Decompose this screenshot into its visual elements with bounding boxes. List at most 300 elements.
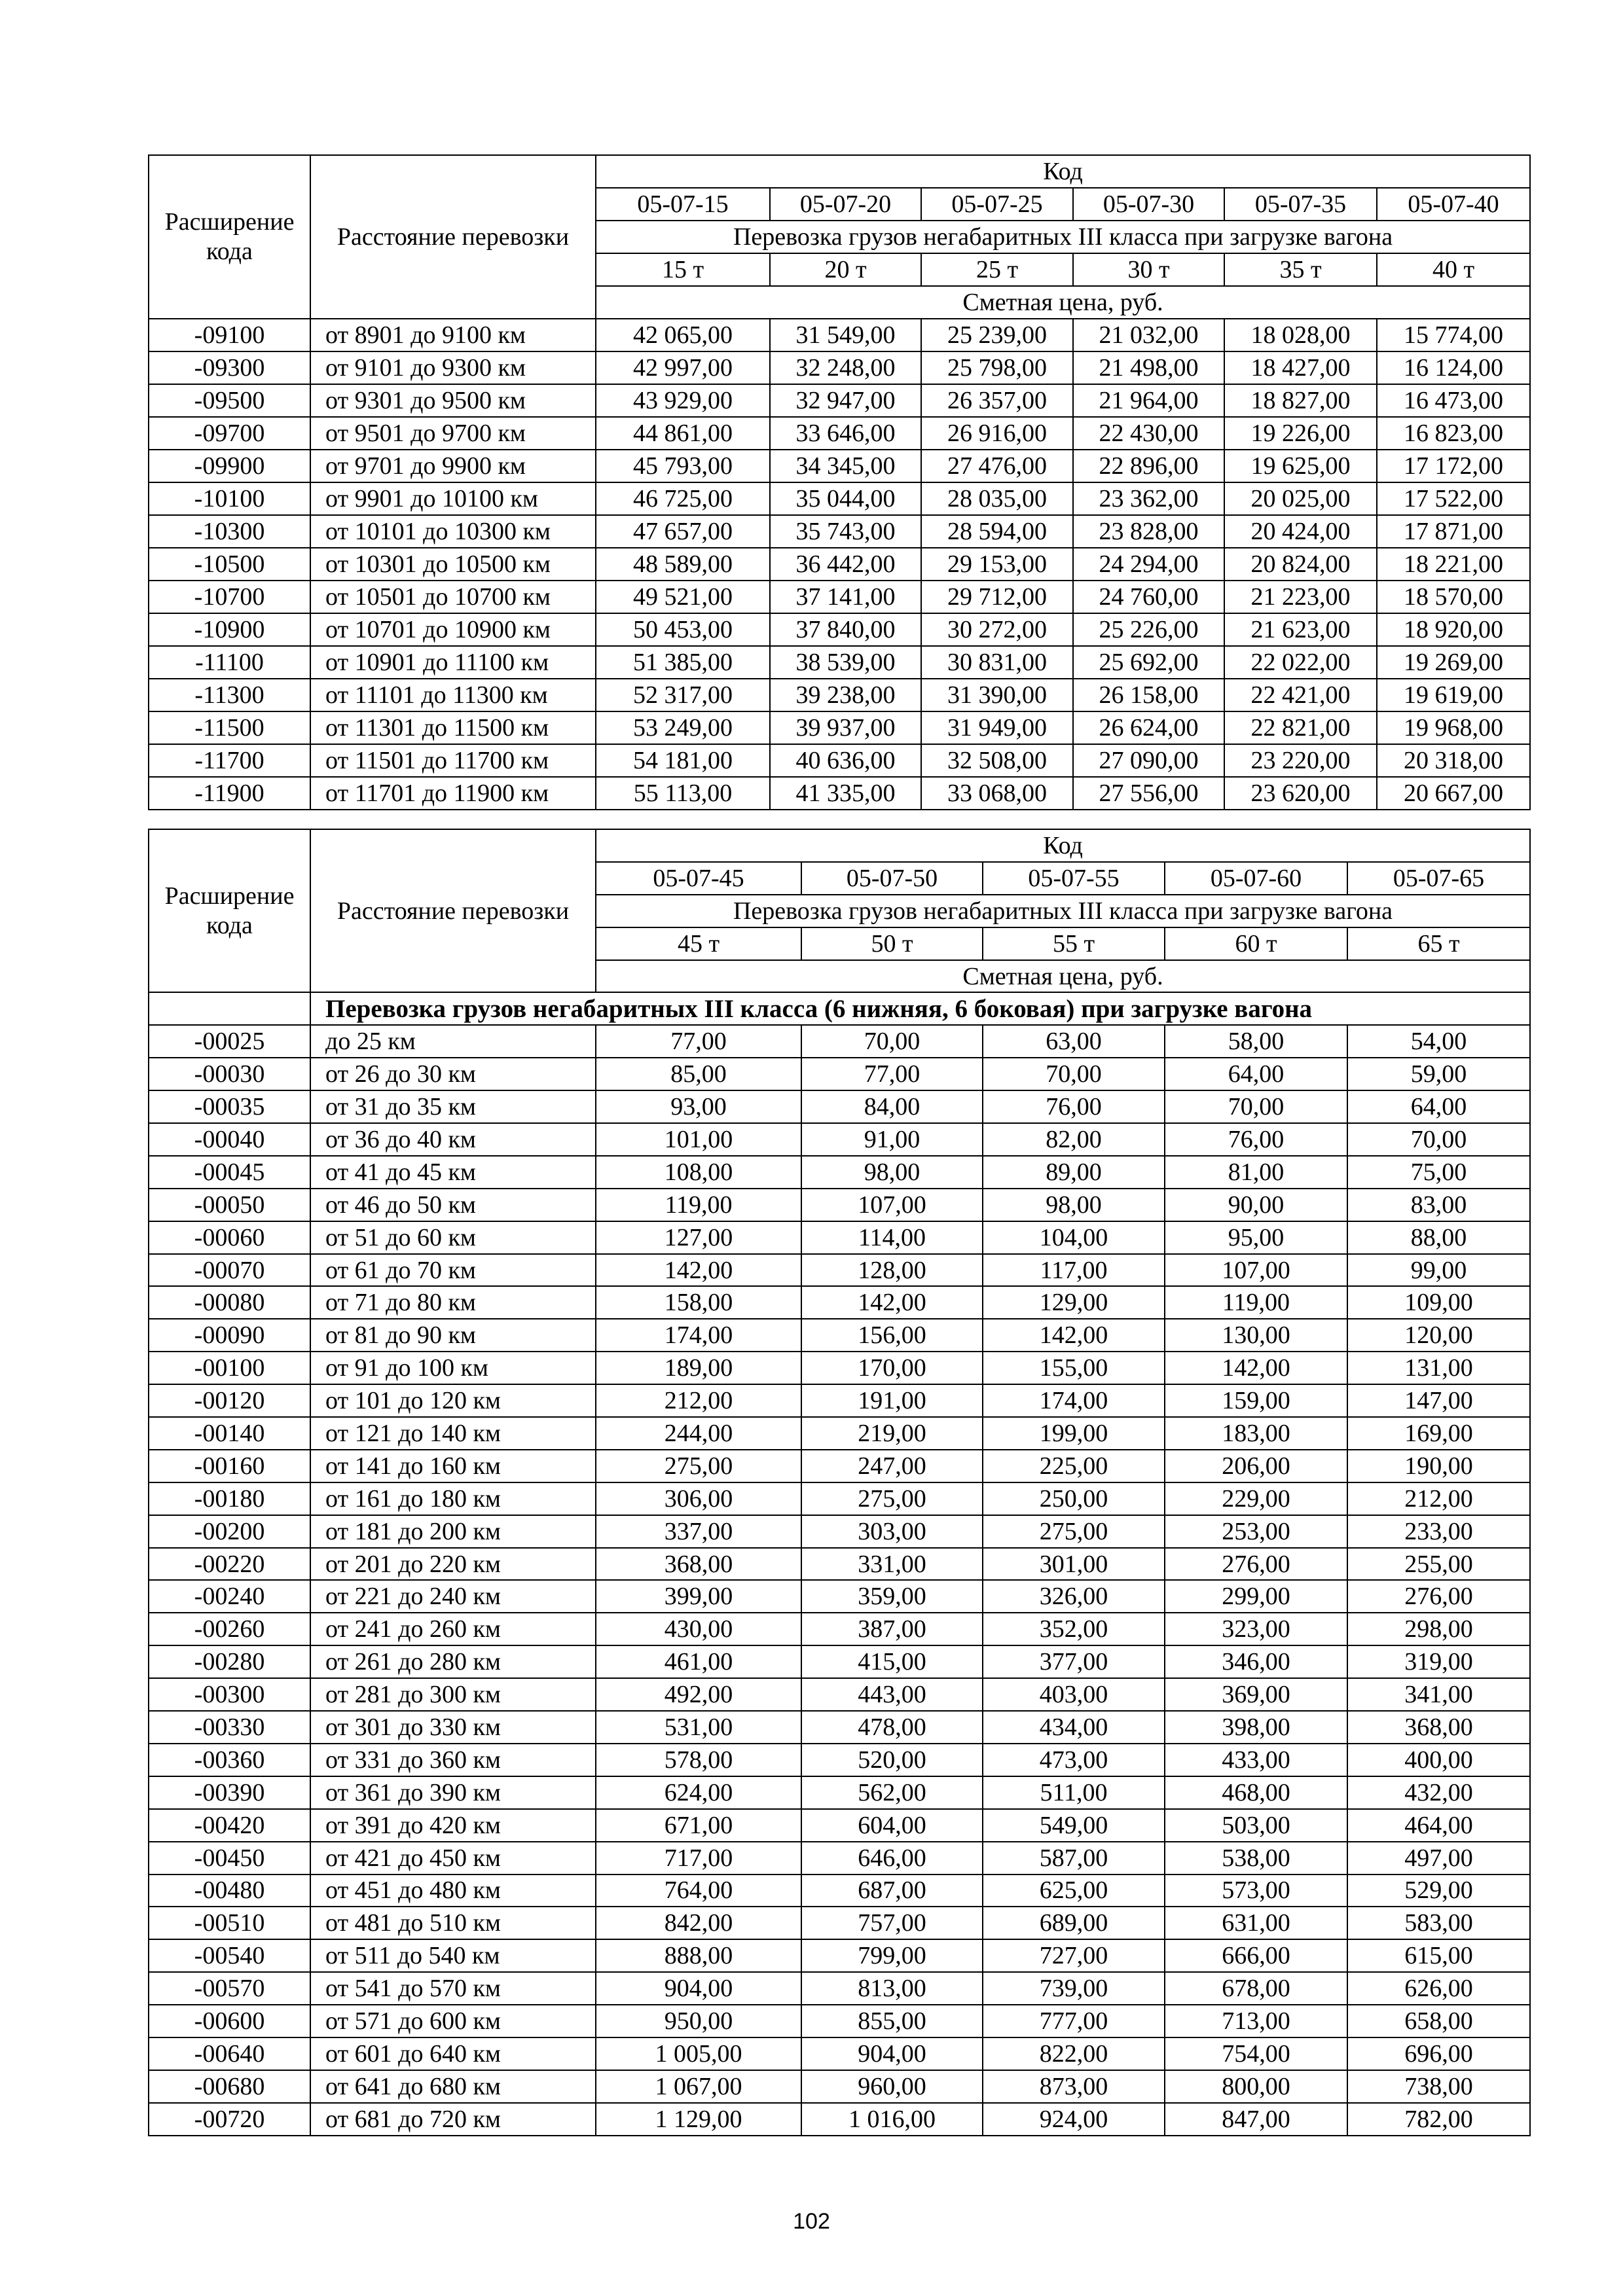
price-cell: 738,00	[1347, 2070, 1530, 2103]
code-extension-cell: -10700	[149, 581, 310, 613]
price-cell: 158,00	[596, 1286, 801, 1319]
code-extension-cell: -00720	[149, 2103, 310, 2136]
price-cell: 531,00	[596, 1711, 801, 1744]
header-code: Код	[596, 155, 1530, 188]
distance-cell: от 71 до 80 км	[310, 1286, 596, 1319]
distance-cell: от 641 до 680 км	[310, 2070, 596, 2103]
price-cell: 326,00	[983, 1580, 1165, 1613]
code-extension-cell: -00360	[149, 1744, 310, 1776]
table-row	[149, 679, 1530, 711]
price-cell: 212,00	[596, 1384, 801, 1417]
price-cell: 20 667,00	[1377, 777, 1530, 810]
price-cell: 142,00	[801, 1286, 983, 1319]
table-row	[149, 646, 1530, 679]
code-extension-cell: -11300	[149, 679, 310, 711]
price-cell: 478,00	[801, 1711, 983, 1744]
price-cell: 24 294,00	[1073, 548, 1224, 581]
header-code: Код	[596, 829, 1530, 862]
code-extension-cell: -00080	[149, 1286, 310, 1319]
header-code-value-4: 05-07-60	[1165, 862, 1347, 895]
price-cell: 799,00	[801, 1939, 983, 1972]
code-extension-cell: -00540	[149, 1939, 310, 1972]
price-cell: 169,00	[1347, 1417, 1530, 1450]
price-cell: 696,00	[1347, 2037, 1530, 2070]
header-weight-3: 55 т	[983, 927, 1165, 960]
table-row	[149, 1286, 1530, 1319]
price-cell: 55 113,00	[596, 777, 770, 810]
table-row	[149, 1319, 1530, 1352]
price-cell: 23 620,00	[1224, 777, 1377, 810]
price-cell: 31 949,00	[921, 711, 1073, 744]
price-cell: 689,00	[983, 1907, 1165, 1939]
price-cell: 46 725,00	[596, 482, 770, 515]
price-cell: 22 896,00	[1073, 450, 1224, 482]
price-cell: 17 522,00	[1377, 482, 1530, 515]
price-cell: 44 861,00	[596, 417, 770, 450]
price-cell: 276,00	[1347, 1580, 1530, 1613]
code-extension-cell: -00060	[149, 1221, 310, 1254]
price-cell: 107,00	[801, 1189, 983, 1221]
header-code-value-2: 05-07-50	[801, 862, 983, 895]
price-cell: 219,00	[801, 1417, 983, 1450]
price-cell: 19 226,00	[1224, 417, 1377, 450]
price-cell: 34 345,00	[770, 450, 921, 482]
table-row	[149, 1907, 1530, 1939]
code-extension-cell: -00070	[149, 1254, 310, 1287]
price-cell: 20 318,00	[1377, 744, 1530, 777]
price-cell: 101,00	[596, 1123, 801, 1156]
price-cell: 253,00	[1165, 1515, 1347, 1548]
header-code-value-4: 05-07-30	[1073, 188, 1224, 221]
price-cell: 119,00	[596, 1189, 801, 1221]
price-cell: 631,00	[1165, 1907, 1347, 1939]
price-cell: 30 831,00	[921, 646, 1073, 679]
code-extension-cell: -00300	[149, 1678, 310, 1711]
price-cell: 85,00	[596, 1058, 801, 1090]
price-cell: 960,00	[801, 2070, 983, 2103]
table-row	[149, 1221, 1530, 1254]
distance-cell: от 241 до 260 км	[310, 1613, 596, 1645]
distance-cell: от 681 до 720 км	[310, 2103, 596, 2136]
distance-cell: от 11501 до 11700 км	[310, 744, 596, 777]
price-cell: 26 357,00	[921, 384, 1073, 417]
table-row	[149, 711, 1530, 744]
price-cell: 98,00	[801, 1156, 983, 1189]
price-cell: 20 424,00	[1224, 515, 1377, 548]
code-extension-cell: -09300	[149, 351, 310, 384]
price-cell: 75,00	[1347, 1156, 1530, 1189]
price-cell: 88,00	[1347, 1221, 1530, 1254]
price-cell: 70,00	[983, 1058, 1165, 1090]
price-cell: 38 539,00	[770, 646, 921, 679]
section-title-spacer	[149, 992, 310, 1025]
price-cell: 43 929,00	[596, 384, 770, 417]
price-cell: 20 824,00	[1224, 548, 1377, 581]
price-cell: 22 821,00	[1224, 711, 1377, 744]
price-cell: 888,00	[596, 1939, 801, 1972]
header-code-value-3: 05-07-55	[983, 862, 1165, 895]
price-cell: 90,00	[1165, 1189, 1347, 1221]
distance-cell: от 10901 до 11100 км	[310, 646, 596, 679]
price-cell: 17 871,00	[1377, 515, 1530, 548]
price-cell: 20 025,00	[1224, 482, 1377, 515]
price-cell: 21 623,00	[1224, 613, 1377, 646]
code-extension-cell: -00035	[149, 1090, 310, 1123]
price-cell: 298,00	[1347, 1613, 1530, 1645]
price-cell: 22 421,00	[1224, 679, 1377, 711]
price-cell: 346,00	[1165, 1645, 1347, 1678]
price-cell: 244,00	[596, 1417, 801, 1450]
price-cell: 492,00	[596, 1678, 801, 1711]
price-cell: 21 223,00	[1224, 581, 1377, 613]
distance-cell: от 61 до 70 км	[310, 1254, 596, 1287]
price-cell: 924,00	[983, 2103, 1165, 2136]
code-extension-cell: -00640	[149, 2037, 310, 2070]
price-cell: 54 181,00	[596, 744, 770, 777]
header-weight-4: 60 т	[1165, 927, 1347, 960]
table-row	[149, 1645, 1530, 1678]
price-cell: 18 028,00	[1224, 319, 1377, 351]
distance-cell: от 601 до 640 км	[310, 2037, 596, 2070]
price-cell: 82,00	[983, 1123, 1165, 1156]
price-cell: 119,00	[1165, 1286, 1347, 1319]
price-cell: 41 335,00	[770, 777, 921, 810]
price-cell: 23 828,00	[1073, 515, 1224, 548]
price-cell: 18 221,00	[1377, 548, 1530, 581]
price-cell: 93,00	[596, 1090, 801, 1123]
price-cell: 19 968,00	[1377, 711, 1530, 744]
price-cell: 250,00	[983, 1482, 1165, 1515]
price-cell: 562,00	[801, 1776, 983, 1809]
price-cell: 626,00	[1347, 1972, 1530, 2005]
price-cell: 16 473,00	[1377, 384, 1530, 417]
price-cell: 98,00	[983, 1189, 1165, 1221]
price-cell: 739,00	[983, 1972, 1165, 2005]
price-cell: 45 793,00	[596, 450, 770, 482]
price-cell: 63,00	[983, 1025, 1165, 1058]
price-cell: 432,00	[1347, 1776, 1530, 1809]
price-cell: 1 067,00	[596, 2070, 801, 2103]
distance-cell: от 31 до 35 км	[310, 1090, 596, 1123]
header-code-value-1: 05-07-15	[596, 188, 770, 221]
table-body	[149, 319, 1530, 810]
table-row	[149, 417, 1530, 450]
header-weight-6: 40 т	[1377, 253, 1530, 286]
table-row	[149, 1972, 1530, 2005]
price-cell: 15 774,00	[1377, 319, 1530, 351]
distance-cell: от 391 до 420 км	[310, 1809, 596, 1842]
header-weight-1: 45 т	[596, 927, 801, 960]
price-cell: 58,00	[1165, 1025, 1347, 1058]
price-cell: 247,00	[801, 1450, 983, 1482]
price-cell: 174,00	[596, 1319, 801, 1352]
price-cell: 904,00	[596, 1972, 801, 2005]
price-cell: 757,00	[801, 1907, 983, 1939]
distance-cell: от 281 до 300 км	[310, 1678, 596, 1711]
price-cell: 27 556,00	[1073, 777, 1224, 810]
price-cell: 35 044,00	[770, 482, 921, 515]
code-extension-cell: -10500	[149, 548, 310, 581]
code-extension-cell: -00200	[149, 1515, 310, 1548]
distance-cell: от 9301 до 9500 км	[310, 384, 596, 417]
price-cell: 70,00	[1165, 1090, 1347, 1123]
price-cell: 573,00	[1165, 1874, 1347, 1907]
price-cell: 822,00	[983, 2037, 1165, 2070]
table-row	[149, 1776, 1530, 1809]
distance-cell: от 10701 до 10900 км	[310, 613, 596, 646]
table-row	[149, 613, 1530, 646]
price-cell: 275,00	[596, 1450, 801, 1482]
price-cell: 331,00	[801, 1548, 983, 1581]
distance-cell: от 10501 до 10700 км	[310, 581, 596, 613]
distance-cell: от 11301 до 11500 км	[310, 711, 596, 744]
table-row	[149, 450, 1530, 482]
price-cell: 578,00	[596, 1744, 801, 1776]
price-cell: 48 589,00	[596, 548, 770, 581]
price-cell: 42 065,00	[596, 319, 770, 351]
price-table-1	[148, 154, 1531, 810]
price-cell: 301,00	[983, 1548, 1165, 1581]
price-cell: 398,00	[1165, 1711, 1347, 1744]
price-cell: 31 390,00	[921, 679, 1073, 711]
price-cell: 604,00	[801, 1809, 983, 1842]
table-row	[149, 351, 1530, 384]
price-cell: 813,00	[801, 1972, 983, 2005]
price-cell: 95,00	[1165, 1221, 1347, 1254]
price-cell: 33 646,00	[770, 417, 921, 450]
price-cell: 24 760,00	[1073, 581, 1224, 613]
price-cell: 142,00	[1165, 1352, 1347, 1384]
table-row	[149, 2070, 1530, 2103]
table-row	[149, 1678, 1530, 1711]
price-cell: 49 521,00	[596, 581, 770, 613]
price-cell: 109,00	[1347, 1286, 1530, 1319]
price-cell: 299,00	[1165, 1580, 1347, 1613]
table-row	[149, 1123, 1530, 1156]
code-extension-cell: -00090	[149, 1319, 310, 1352]
price-cell: 468,00	[1165, 1776, 1347, 1809]
code-extension-cell: -00280	[149, 1645, 310, 1678]
price-cell: 713,00	[1165, 2005, 1347, 2037]
distance-cell: от 121 до 140 км	[310, 1417, 596, 1450]
header-distance: Расстояние перевозки	[310, 829, 596, 992]
code-extension-cell: -00140	[149, 1417, 310, 1450]
code-extension-cell: -00570	[149, 1972, 310, 2005]
price-cell: 341,00	[1347, 1678, 1530, 1711]
price-cell: 64,00	[1165, 1058, 1347, 1090]
distance-cell: от 26 до 30 км	[310, 1058, 596, 1090]
code-extension-cell: -00680	[149, 2070, 310, 2103]
price-cell: 646,00	[801, 1842, 983, 1874]
code-extension-cell: -00220	[149, 1548, 310, 1581]
table-row	[149, 1090, 1530, 1123]
table-row	[149, 1189, 1530, 1221]
price-cell: 387,00	[801, 1613, 983, 1645]
price-cell: 549,00	[983, 1809, 1165, 1842]
distance-cell: от 81 до 90 км	[310, 1319, 596, 1352]
price-cell: 368,00	[1347, 1711, 1530, 1744]
price-cell: 22 430,00	[1073, 417, 1224, 450]
code-extension-cell: -00120	[149, 1384, 310, 1417]
code-extension-cell: -10900	[149, 613, 310, 646]
header-code-value-5: 05-07-65	[1347, 862, 1530, 895]
table-row	[149, 1156, 1530, 1189]
price-cell: 54,00	[1347, 1025, 1530, 1058]
price-cell: 275,00	[801, 1482, 983, 1515]
price-cell: 950,00	[596, 2005, 801, 2037]
price-cell: 377,00	[983, 1645, 1165, 1678]
code-extension-cell: -10300	[149, 515, 310, 548]
distance-cell: от 91 до 100 км	[310, 1352, 596, 1384]
header-weight-5: 65 т	[1347, 927, 1530, 960]
price-cell: 754,00	[1165, 2037, 1347, 2070]
table-row	[149, 1580, 1530, 1613]
table-row	[149, 2005, 1530, 2037]
price-cell: 18 920,00	[1377, 613, 1530, 646]
price-cell: 1 129,00	[596, 2103, 801, 2136]
header-code-value-6: 05-07-40	[1377, 188, 1530, 221]
distance-cell: от 141 до 160 км	[310, 1450, 596, 1482]
distance-cell: от 46 до 50 км	[310, 1189, 596, 1221]
price-cell: 39 238,00	[770, 679, 921, 711]
price-cell: 658,00	[1347, 2005, 1530, 2037]
price-cell: 276,00	[1165, 1548, 1347, 1581]
price-cell: 159,00	[1165, 1384, 1347, 1417]
price-cell: 255,00	[1347, 1548, 1530, 1581]
price-cell: 42 997,00	[596, 351, 770, 384]
price-cell: 191,00	[801, 1384, 983, 1417]
code-extension-cell: -00025	[149, 1025, 310, 1058]
code-extension-cell: -00420	[149, 1809, 310, 1842]
distance-cell: от 261 до 280 км	[310, 1645, 596, 1678]
distance-cell: от 201 до 220 км	[310, 1548, 596, 1581]
table-row	[149, 581, 1530, 613]
price-cell: 225,00	[983, 1450, 1165, 1482]
price-cell: 107,00	[1165, 1254, 1347, 1287]
distance-cell: от 421 до 450 км	[310, 1842, 596, 1874]
table-row	[149, 548, 1530, 581]
price-cell: 47 657,00	[596, 515, 770, 548]
price-cell: 114,00	[801, 1221, 983, 1254]
price-cell: 39 937,00	[770, 711, 921, 744]
header-weight-2: 50 т	[801, 927, 983, 960]
price-cell: 52 317,00	[596, 679, 770, 711]
section-title: Перевозка грузов негабаритных III класса (6 нижняя, 6 боковая) при загрузке вагона	[310, 992, 1530, 1025]
price-cell: 128,00	[801, 1254, 983, 1287]
price-cell: 19 269,00	[1377, 646, 1530, 679]
price-cell: 18 427,00	[1224, 351, 1377, 384]
table-row	[149, 384, 1530, 417]
header-weight-3: 25 т	[921, 253, 1073, 286]
header-code-value-1: 05-07-45	[596, 862, 801, 895]
code-extension-cell: -00330	[149, 1711, 310, 1744]
price-cell: 142,00	[596, 1254, 801, 1287]
header-code-value-2: 05-07-20	[770, 188, 921, 221]
code-extension-cell: -00510	[149, 1907, 310, 1939]
distance-cell: до 25 км	[310, 1025, 596, 1058]
price-cell: 678,00	[1165, 1972, 1347, 2005]
price-cell: 130,00	[1165, 1319, 1347, 1352]
price-cell: 430,00	[596, 1613, 801, 1645]
price-cell: 70,00	[801, 1025, 983, 1058]
table-row	[149, 1842, 1530, 1874]
distance-cell: от 451 до 480 км	[310, 1874, 596, 1907]
price-cell: 117,00	[983, 1254, 1165, 1287]
table-row	[149, 1450, 1530, 1482]
table-row	[149, 1482, 1530, 1515]
code-extension-cell: -09700	[149, 417, 310, 450]
price-cell: 275,00	[983, 1515, 1165, 1548]
table-row	[149, 2037, 1530, 2070]
distance-cell: от 331 до 360 км	[310, 1744, 596, 1776]
code-extension-cell: -00050	[149, 1189, 310, 1221]
page-number: 102	[793, 2209, 830, 2234]
price-cell: 847,00	[1165, 2103, 1347, 2136]
price-cell: 520,00	[801, 1744, 983, 1776]
price-cell: 31 549,00	[770, 319, 921, 351]
price-cell: 37 141,00	[770, 581, 921, 613]
price-cell: 142,00	[983, 1319, 1165, 1352]
price-cell: 359,00	[801, 1580, 983, 1613]
code-extension-cell: -00260	[149, 1613, 310, 1645]
price-cell: 32 947,00	[770, 384, 921, 417]
price-cell: 29 712,00	[921, 581, 1073, 613]
price-cell: 400,00	[1347, 1744, 1530, 1776]
price-cell: 104,00	[983, 1221, 1165, 1254]
table-row	[149, 1025, 1530, 1058]
code-extension-cell: -00450	[149, 1842, 310, 1874]
price-cell: 50 453,00	[596, 613, 770, 646]
price-cell: 625,00	[983, 1874, 1165, 1907]
code-extension-cell: -00045	[149, 1156, 310, 1189]
table-row	[149, 2103, 1530, 2136]
price-cell: 415,00	[801, 1645, 983, 1678]
price-cell: 174,00	[983, 1384, 1165, 1417]
price-cell: 904,00	[801, 2037, 983, 2070]
price-cell: 81,00	[1165, 1156, 1347, 1189]
code-extension-cell: -09500	[149, 384, 310, 417]
table-row	[149, 744, 1530, 777]
price-cell: 25 226,00	[1073, 613, 1224, 646]
code-extension-cell: -09900	[149, 450, 310, 482]
price-cell: 511,00	[983, 1776, 1165, 1809]
table-row	[149, 1874, 1530, 1907]
price-cell: 147,00	[1347, 1384, 1530, 1417]
price-cell: 183,00	[1165, 1417, 1347, 1450]
header-weight-1: 15 т	[596, 253, 770, 286]
distance-cell: от 301 до 330 км	[310, 1711, 596, 1744]
table-row	[149, 1939, 1530, 1972]
price-cell: 777,00	[983, 2005, 1165, 2037]
code-extension-cell: -09100	[149, 319, 310, 351]
price-cell: 587,00	[983, 1842, 1165, 1874]
code-extension-cell: -11100	[149, 646, 310, 679]
price-cell: 461,00	[596, 1645, 801, 1678]
price-cell: 212,00	[1347, 1482, 1530, 1515]
header-price-label: Сметная цена, руб.	[596, 960, 1530, 993]
price-cell: 120,00	[1347, 1319, 1530, 1352]
code-extension-cell: -11700	[149, 744, 310, 777]
price-cell: 76,00	[983, 1090, 1165, 1123]
distance-cell: от 511 до 540 км	[310, 1939, 596, 1972]
distance-cell: от 571 до 600 км	[310, 2005, 596, 2037]
table-row	[149, 777, 1530, 810]
price-cell: 99,00	[1347, 1254, 1530, 1287]
price-cell: 30 272,00	[921, 613, 1073, 646]
price-cell: 583,00	[1347, 1907, 1530, 1939]
price-cell: 108,00	[596, 1156, 801, 1189]
price-cell: 16 823,00	[1377, 417, 1530, 450]
